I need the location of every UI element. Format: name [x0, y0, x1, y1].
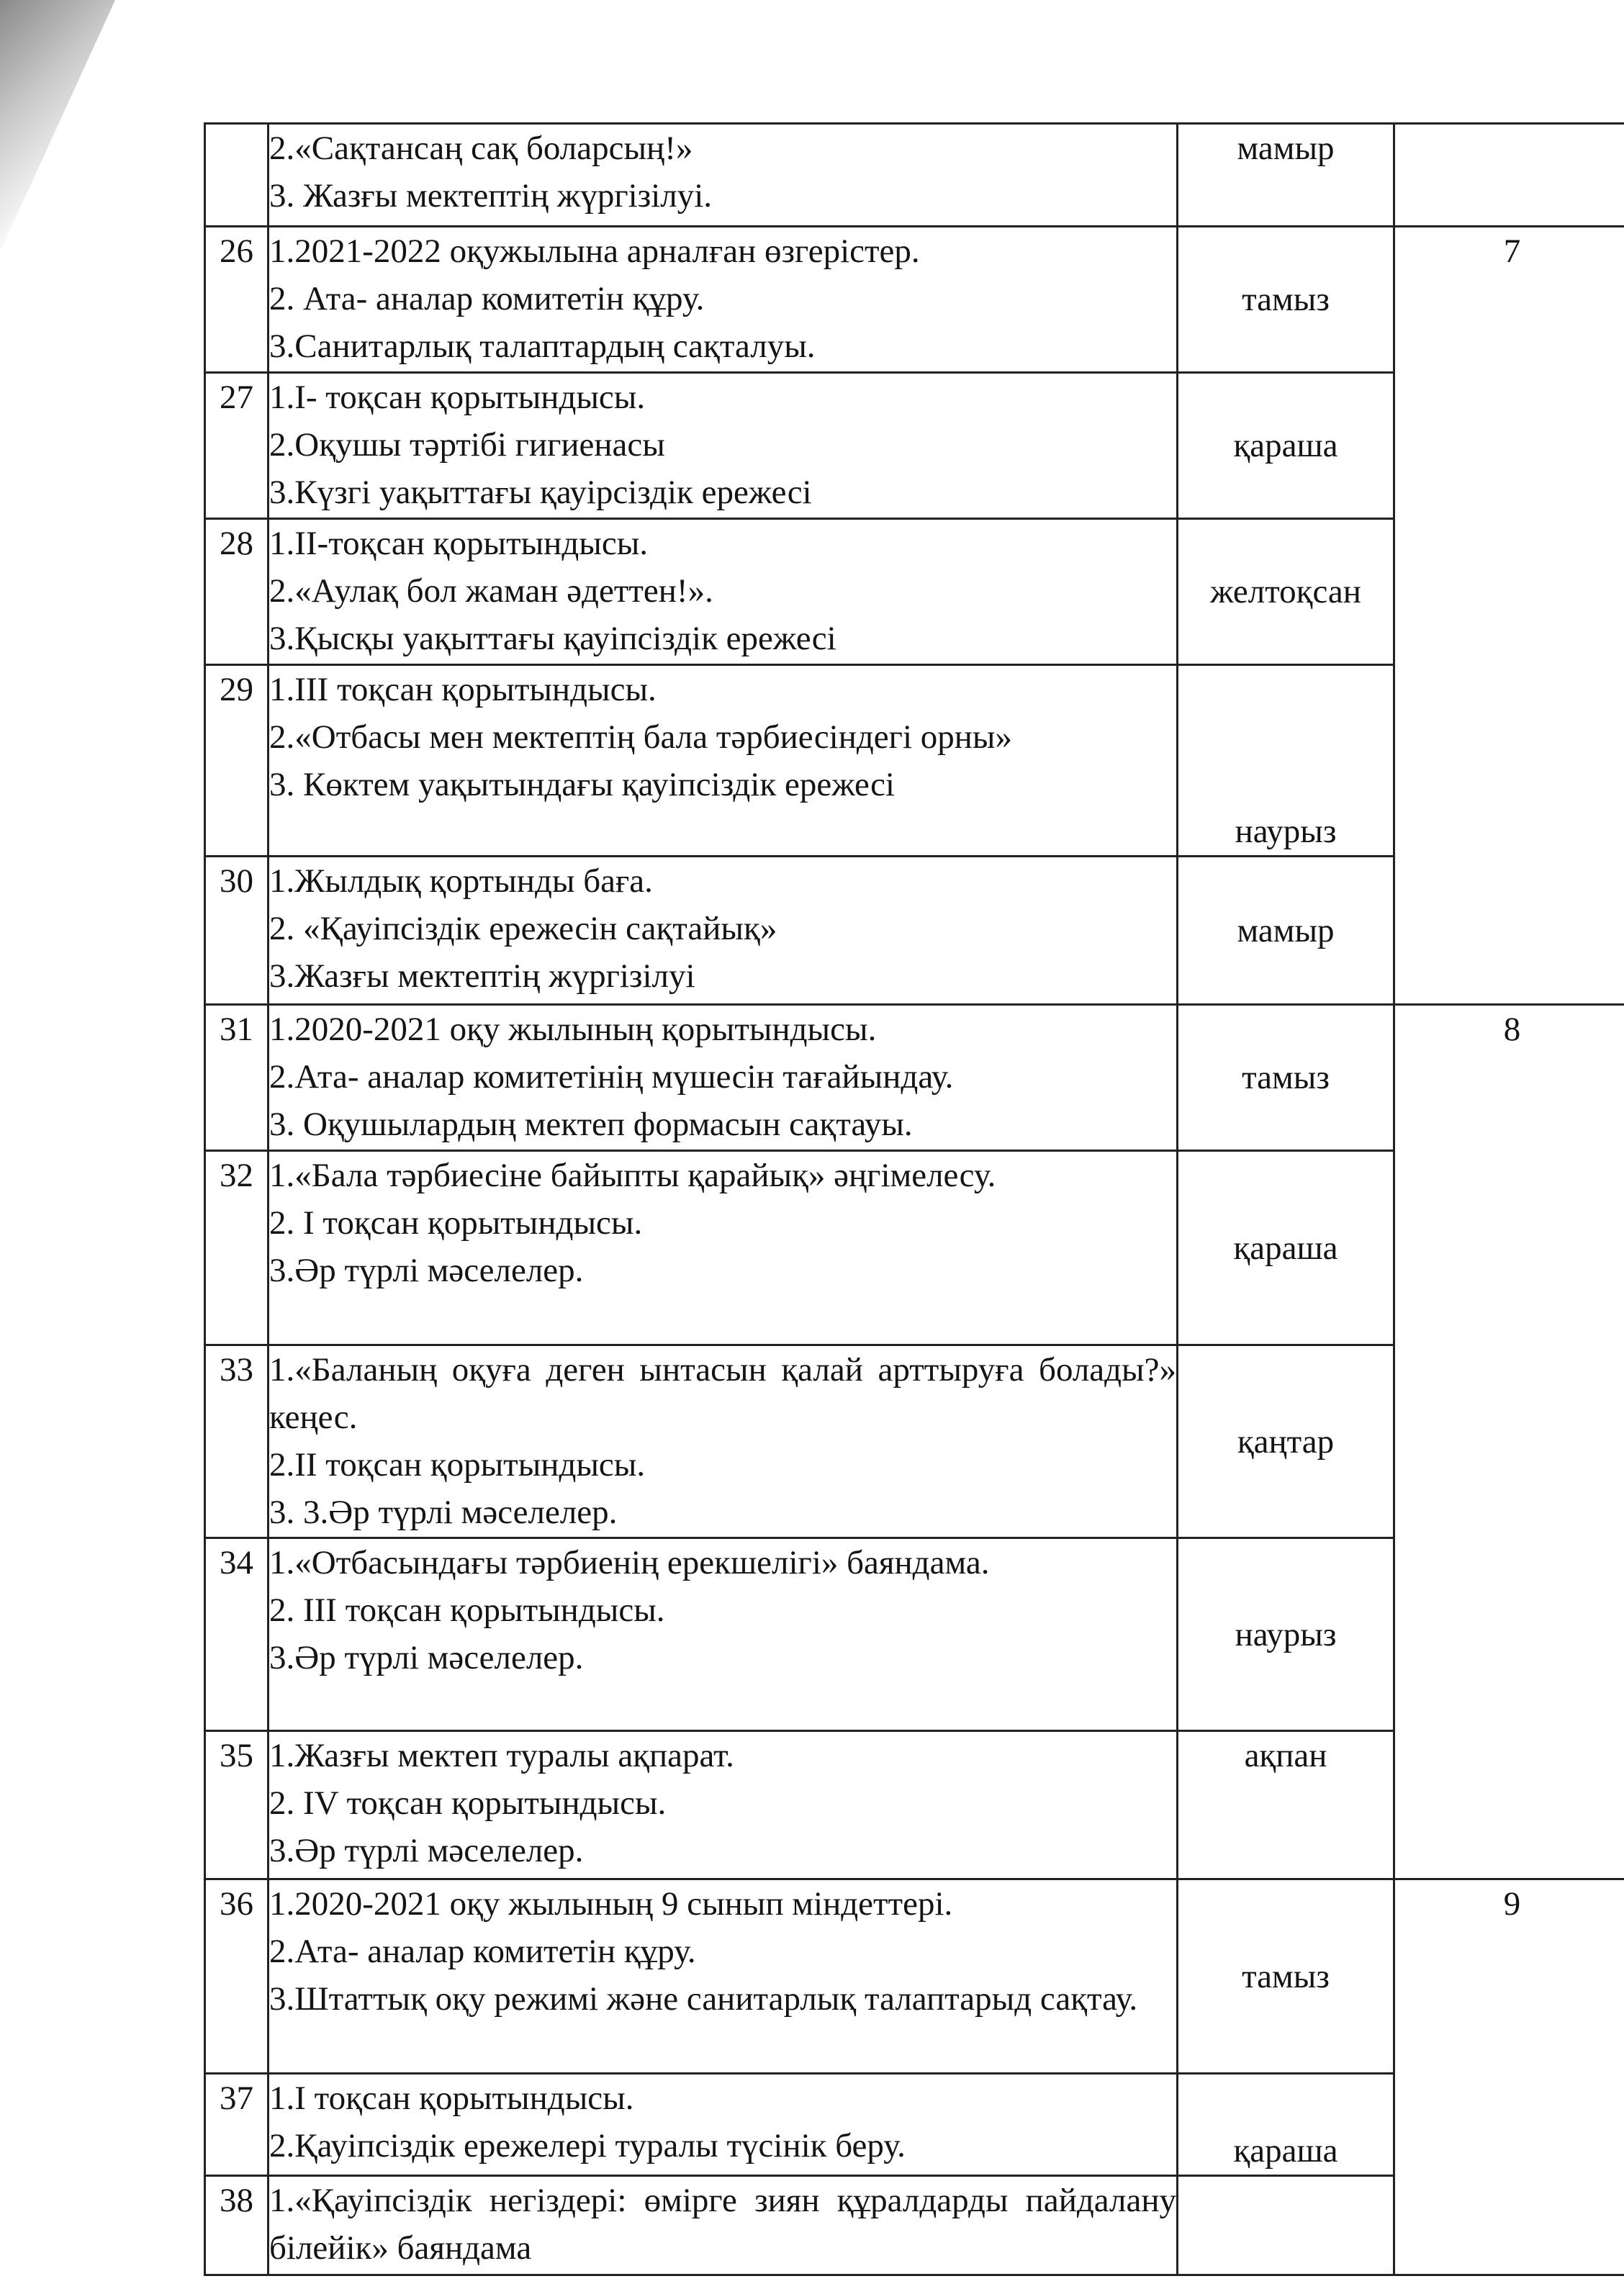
agenda-line: 3.Күзгі уақыттағы қауірсіздік ережесі [269, 474, 812, 511]
scan-edge-shadow [0, 0, 166, 259]
agenda-line: 3.Қысқы уақыттағы қауіпсіздік ережесі [269, 620, 836, 657]
grade-cell-empty [1394, 124, 1624, 227]
agenda-line: 2.Ата- аналар комитетін құру. [269, 1933, 696, 1970]
agenda-line: 3. Оқушылардың мектеп формасын сақтауы. [269, 1106, 913, 1143]
row-number: 36 [205, 1879, 269, 2074]
agenda-line: 2. «Қауіпсіздік ережесін сақтайық» [269, 910, 777, 947]
agenda-line: 3. 3.Әр түрлі мәселелер. [269, 1494, 618, 1531]
agenda-line: 2.«Отбасы мен мектептің бала тәрбиесіндегі орны» [269, 718, 1012, 756]
row-number: 29 [205, 665, 269, 857]
month-cell: наурыз [1178, 665, 1394, 857]
agenda-line: 3. Жазғы мектептің жүргізілуі. [269, 177, 713, 215]
agenda-cell [269, 2074, 1178, 2176]
row-number: 34 [205, 1538, 269, 1731]
month-cell: мамыр [1178, 857, 1394, 1005]
table-row [205, 1005, 1624, 1151]
month-cell: қараша [1178, 373, 1394, 519]
agenda-line: 2.Қауіпсіздік ережелері туралы түсінік беру. [269, 2127, 906, 2164]
month-cell: ақпан [1178, 1731, 1394, 1879]
agenda-cell [269, 373, 1178, 519]
agenda-line: 2.«Сақтансаң сақ боларсың!» [269, 130, 693, 167]
agenda-line: 2.Оқушы тәртібі гигиенасы [269, 426, 665, 464]
month-cell: тамыз [1178, 1005, 1394, 1151]
agenda-cell [269, 2176, 1178, 2275]
agenda-line: 3.Әр түрлі мәселелер. [269, 1252, 584, 1289]
agenda-line: 1.III тоқсан қорытындысы. [269, 671, 657, 708]
agenda-line: 3.Штаттық оқу режимі және санитарлық талаптарыд сақтау. [269, 1980, 1138, 2018]
agenda-line: 2.Ата- аналар комитетінің мүшесін тағайындау. [269, 1058, 954, 1096]
agenda-line: 3. Көктем уақытындағы қауіпсіздік ережесі [269, 766, 895, 803]
agenda-line: 1.I тоқсан қорытындысы. [269, 2080, 634, 2117]
row-number: 28 [205, 519, 269, 665]
agenda-line: 2. Ата- аналар комитетін құру. [269, 280, 705, 317]
agenda-cell [269, 519, 1178, 665]
row-number: 37 [205, 2074, 269, 2176]
agenda-cell [269, 124, 1178, 227]
agenda-line: 1.II-тоқсан қорытындысы. [269, 525, 649, 562]
parent-meetings-table [204, 122, 1624, 2276]
agenda-line: 1.2021-2022 оқужылына арналған өзгерістер. [269, 232, 920, 270]
agenda-line: 1.«Қауіпсіздік негіздері: өмірге зиян құралдарды пайдалану білейік» баяндама [269, 2182, 1176, 2267]
agenda-cell [269, 227, 1178, 373]
month-cell: желтоқсан [1178, 519, 1394, 665]
table-row [205, 227, 1624, 373]
agenda-cell [269, 665, 1178, 857]
agenda-line: 1.«Баланың оқуға деген ынтасын қалай арттыруға болады?» кеңес. [269, 1351, 1176, 1436]
table-row [205, 124, 1624, 227]
month-cell [1178, 2176, 1394, 2275]
agenda-cell [269, 1005, 1178, 1151]
row-number: 31 [205, 1005, 269, 1151]
agenda-line: 1.«Бала тәрбиесіне байыпты қарайық» әңгімелесу. [269, 1157, 996, 1194]
agenda-line: 3.Әр түрлі мәселелер. [269, 1832, 584, 1869]
agenda-line: 2. I тоқсан қорытындысы. [269, 1204, 643, 1242]
agenda-line: 3.Санитарлық талаптардың сақталуы. [269, 328, 816, 365]
agenda-cell [269, 1151, 1178, 1345]
month-cell: қараша [1178, 1151, 1394, 1345]
row-number: 27 [205, 373, 269, 519]
agenda-cell [269, 857, 1178, 1005]
agenda-line: 2.II тоқсан қорытындысы. [269, 1446, 646, 1484]
month-cell: мамыр [1178, 124, 1394, 227]
month-cell: тамыз [1178, 227, 1394, 373]
agenda-line: 2. IV тоқсан қорытындысы. [269, 1784, 667, 1822]
agenda-line: 2.«Аулақ бол жаман әдеттен!». [269, 572, 713, 610]
agenda-line: 2. III тоқсан қорытындысы. [269, 1592, 665, 1629]
agenda-line: 1.Жазғы мектеп туралы ақпарат. [269, 1737, 734, 1774]
month-cell: наурыз [1178, 1538, 1394, 1731]
row-number: 26 [205, 227, 269, 373]
month-cell: тамыз [1178, 1879, 1394, 2074]
row-number [205, 124, 269, 227]
agenda-line: 3.Жазғы мектептің жүргізілуі [269, 957, 695, 995]
grade-cell: 8 [1394, 1005, 1624, 1879]
row-number: 30 [205, 857, 269, 1005]
grade-cell: 9 [1394, 1879, 1624, 2275]
grade-cell: 7 [1394, 227, 1624, 1005]
row-number: 33 [205, 1345, 269, 1538]
agenda-line: 3.Әр түрлі мәселелер. [269, 1639, 584, 1676]
agenda-line: 1.Жылдық қортынды баға. [269, 862, 653, 900]
agenda-cell [269, 1538, 1178, 1731]
table-row [205, 1879, 1624, 2074]
agenda-cell [269, 1731, 1178, 1879]
month-cell: қаңтар [1178, 1345, 1394, 1538]
agenda-line: 1.«Отбасындағы тәрбиенің ерекшелігі» баяндама. [269, 1544, 990, 1581]
row-number: 35 [205, 1731, 269, 1879]
month-cell: қараша [1178, 2074, 1394, 2176]
agenda-line: 1.2020-2021 оқу жылының қорытындысы. [269, 1011, 877, 1048]
agenda-cell [269, 1345, 1178, 1538]
agenda-cell [269, 1879, 1178, 2074]
agenda-line: 1.2020-2021 оқу жылының 9 сынып міндеттері. [269, 1885, 953, 1923]
row-number: 38 [205, 2176, 269, 2275]
row-number: 32 [205, 1151, 269, 1345]
agenda-line: 1.I- тоқсан қорытындысы. [269, 379, 646, 416]
